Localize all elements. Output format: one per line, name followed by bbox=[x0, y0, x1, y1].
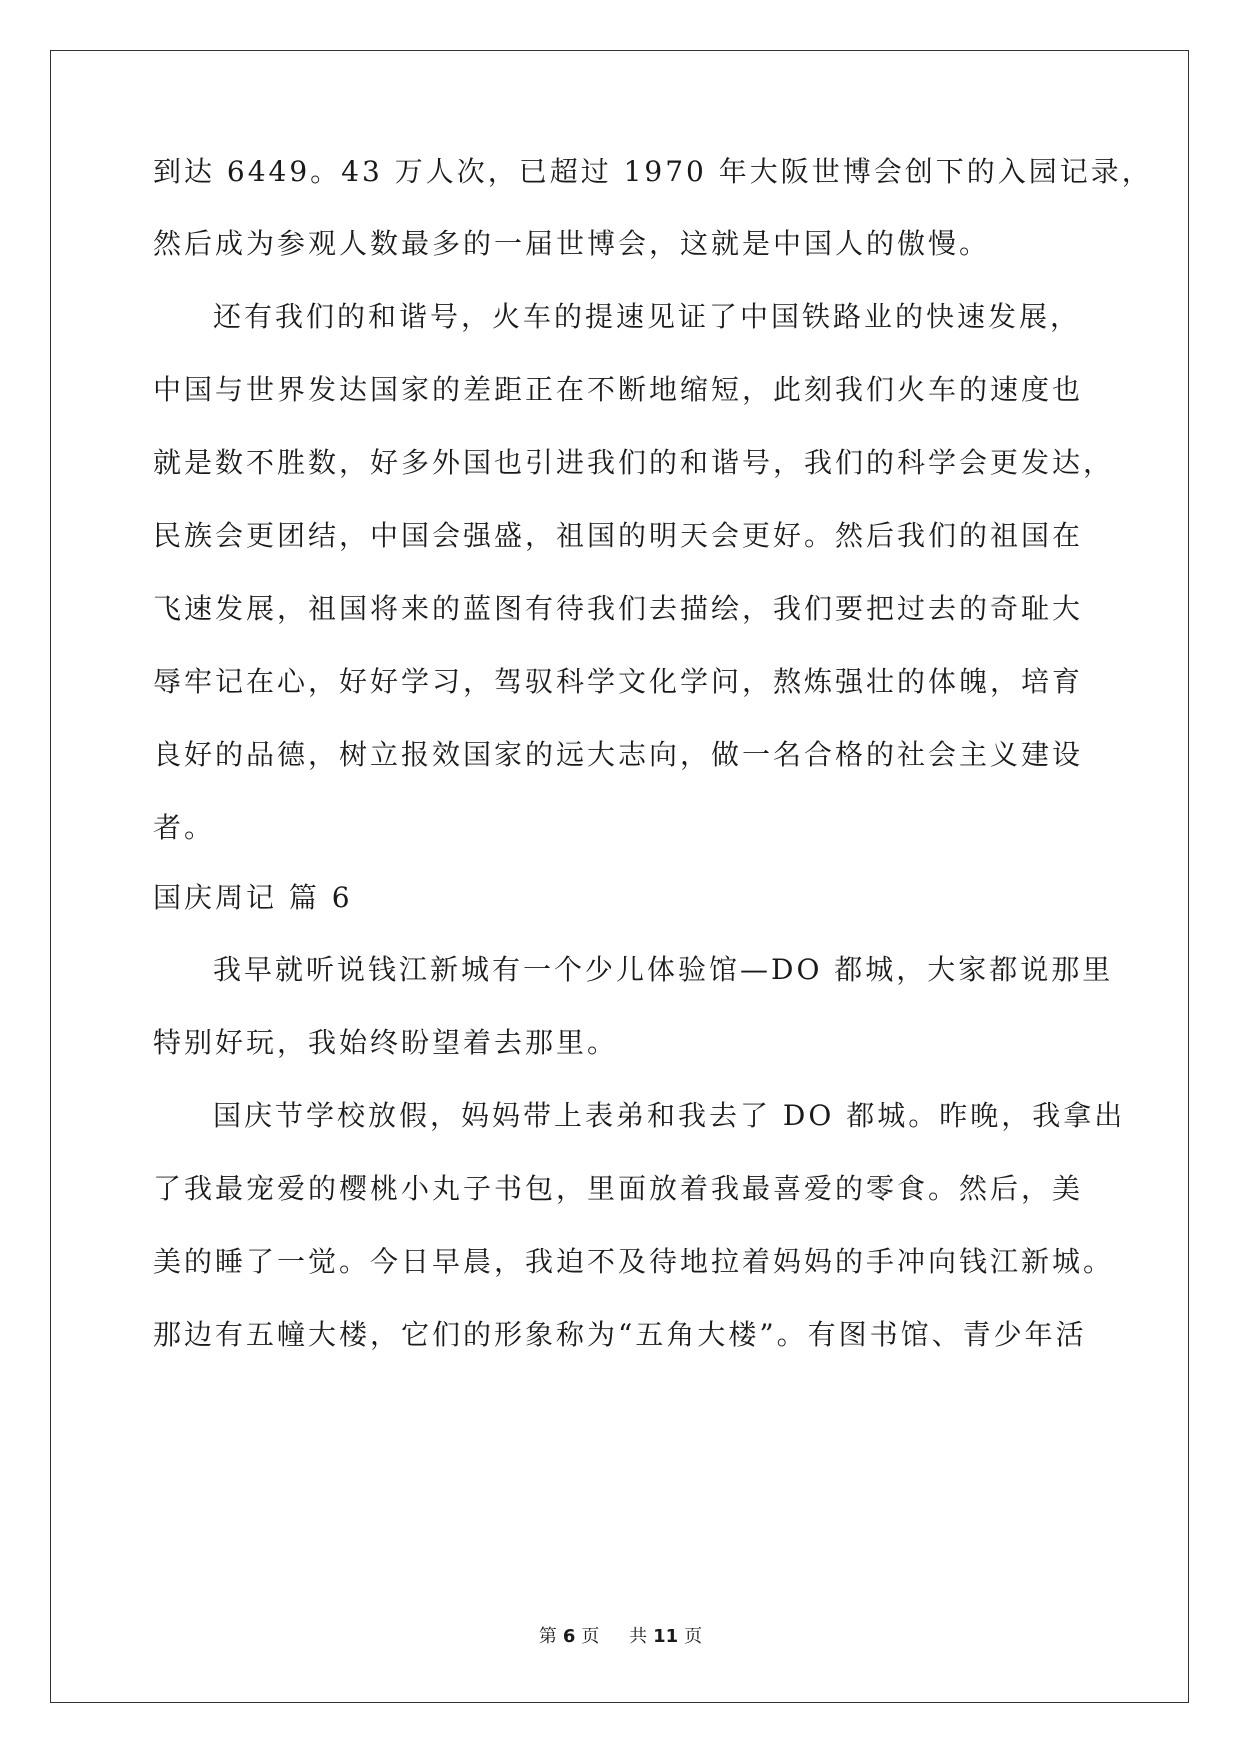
body-line: 辱牢记在心，好好学习，驾驭科学文化学问，熬炼强壮的体魄，培育 bbox=[153, 665, 1084, 698]
paragraph-start: 国庆节学校放假，妈妈带上表弟和我去了 DO 都城。昨晚，我拿出 bbox=[213, 1099, 1126, 1132]
body-line: 民族会更团结，中国会强盛，祖国的明天会更好。然后我们的祖国在 bbox=[153, 519, 1084, 552]
body-line: 就是数不胜数，好多外国也引进我们的和谐号，我们的科学会更发达， bbox=[153, 446, 1115, 479]
body-line: 中国与世界发达国家的差距正在不断地缩短，此刻我们火车的速度也 bbox=[153, 373, 1084, 406]
body-line: 然后成为参观人数最多的一届世博会，这就是中国人的傲慢。 bbox=[153, 227, 991, 260]
body-line: 飞速发展，祖国将来的蓝图有待我们去描绘，我们要把过去的奇耻大 bbox=[153, 592, 1084, 625]
paragraph-start: 我早就听说钱江新城有一个少儿体验馆—DO 都城，大家都说那里 bbox=[213, 953, 1114, 986]
body-line: 到达 6449。43 万人次，已超过 1970 年大阪世博会创下的入园记录， bbox=[153, 155, 1153, 188]
page-footer bbox=[0, 1625, 1241, 1649]
body-line: 美的睡了一觉。今日早晨，我迫不及待地拉着妈妈的手冲向钱江新城。 bbox=[153, 1245, 1115, 1278]
paragraph-start: 还有我们的和谐号，火车的提速见证了中国铁路业的快速发展， bbox=[213, 300, 1082, 333]
page-total: 共 11 页 bbox=[629, 1626, 703, 1647]
page-number: 第 6 页 bbox=[538, 1626, 600, 1647]
body-line: 了我最宠爱的樱桃小丸子书包，里面放着我最喜爱的零食。然后，美 bbox=[153, 1172, 1084, 1205]
body-line: 良好的品德，树立报效国家的远大志向，做一名合格的社会主义建设 bbox=[153, 738, 1084, 771]
section-heading: 国庆周记 篇 6 bbox=[153, 881, 353, 914]
body-line: 者。 bbox=[153, 811, 216, 844]
body-line: 特别好玩，我始终盼望着去那里。 bbox=[153, 1026, 619, 1059]
body-line: 那边有五幢大楼，它们的形象称为“五角大楼”。有图书馆、青少年活 bbox=[153, 1318, 1087, 1351]
